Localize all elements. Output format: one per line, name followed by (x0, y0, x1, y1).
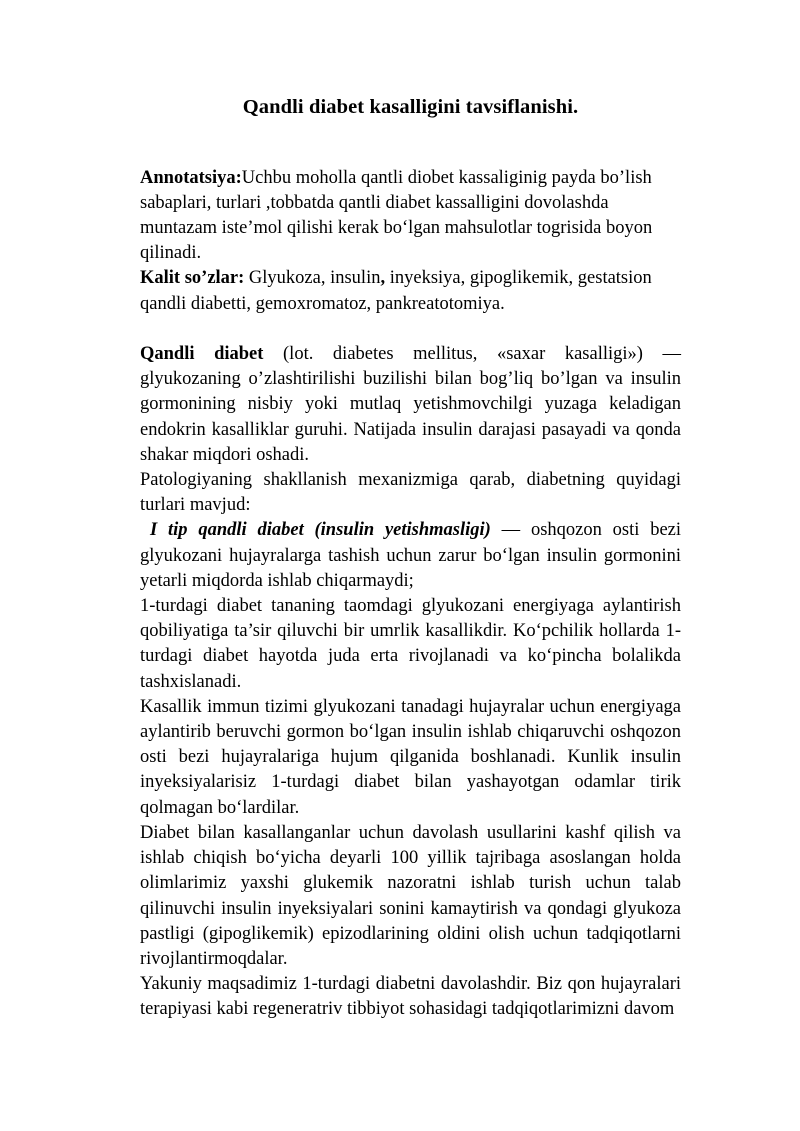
title-body-gap (140, 121, 681, 166)
type-1-heading: I tip qandli diabet (insulin yetishmasligi) (150, 520, 491, 541)
classification-intro-paragraph (140, 468, 681, 518)
type-1-definition-paragraph (140, 518, 681, 594)
type-1-definition-text: — oshqozon osti bezi glyukozani hujayralarga tashish uchun zarur bo‘lgan insulin gormonini yetarli miqdorda ishlab chiqarmaydi; (140, 520, 682, 591)
abstract-body-gap (140, 317, 681, 342)
page-title: Qandli diabet kasalligini tavsiflanishi. (242, 96, 579, 118)
definition-term: Qandli diabet (140, 344, 264, 365)
immune-mechanism-paragraph: Kasallik immun tizimi glyukozani tanadagi hujayralar uchun energiyaga aylantirib beruvchi gormon bo‘lgan insulin ishlab chiqaruvchi oshqozon osti bezi hujayralariga hujum qilganida boshlanadi. Kunlik insulin inyeksiyalarisiz 1-turdagi diabet bilan yashayotgan odamlar tirik qolmagan bo‘lardilar. (140, 696, 681, 818)
abstract-label: Annotatsiya: (140, 167, 242, 188)
document-content (140, 0, 681, 1023)
keywords-text-part1: Glyukoza, insulin (244, 268, 381, 289)
keywords-text-part2: inyeksiya, gipoglikemik, gestatsion qandli diabetti, gemoxromatoz, pankreatotomiya. (140, 268, 652, 314)
definition-paragraph (140, 342, 681, 468)
abstract-text: Uchbu moholla qantli diobet kassaliginig payda bo’lish sabaplari, turlari ,tobbatda qantli diabet kassalligini dovolashda muntazam iste’mol qilishi kerak bo‘lgan mahsulotlar togrisida boyon qilinadi. (140, 167, 653, 264)
type-1-description-paragraph: 1-turdagi diabet tananing taomdagi glyukozani energiyaga aylantirish qobiliyatiga ta’sir qiluvchi bir umrlik kasallikdir. Ko‘pchilik hollarda 1-turdagi diabet hayotda juda erta rivojlanadi va ko‘pincha bolalikda tashxislanadi. (140, 596, 681, 692)
research-history-paragraph: Diabet bilan kasallanganlar uchun davolash usullarini kashf qilish va ishlab chiqish bo‘yicha deyarli 100 yillik tajribaga asoslangan holda olimlarimiz yaxshi glukemik nazoratni ishlab turish uchun talab qilinuvchi insulin inyeksiyalari sonini kamaytirish va qondagi glyukoza pastligi (gipoglikemik) epizodlarining oldini olish uchun tadqiqotlarni rivojlantirmoqdalar. (140, 822, 681, 969)
definition-text: (lot. diabetes mellitus, «saxar kasalligi») — glyukozaning o’zlashtirilishi buzilishi bilan bog’liq bo’lgan va insulin gormonining nisbiy yoki mutlaq yetishmovchilgi yuzaga keladigan endokrin kasalliklar guruhi. Natijada insulin darajasi pasayadi va qonda shakar miqdori oshadi. (140, 344, 681, 465)
classification-intro-text: Patologiyaning shakllanish mexanizmiga qarab, diabetning quyidagi turlari mavjud: (140, 470, 681, 516)
keywords-label: Kalit so’zlar: (140, 268, 245, 289)
abstract-paragraph (140, 166, 681, 267)
keywords-paragraph (140, 266, 681, 316)
keywords-bold-comma: , (380, 268, 386, 289)
final-goal-paragraph: Yakuniy maqsadimiz 1-turdagi diabetni davolashdir. Biz qon hujayralari terapiyasi kabi regeneratriv tibbiyot sohasidagi tadqiqotlarimizni davom (140, 974, 681, 1020)
